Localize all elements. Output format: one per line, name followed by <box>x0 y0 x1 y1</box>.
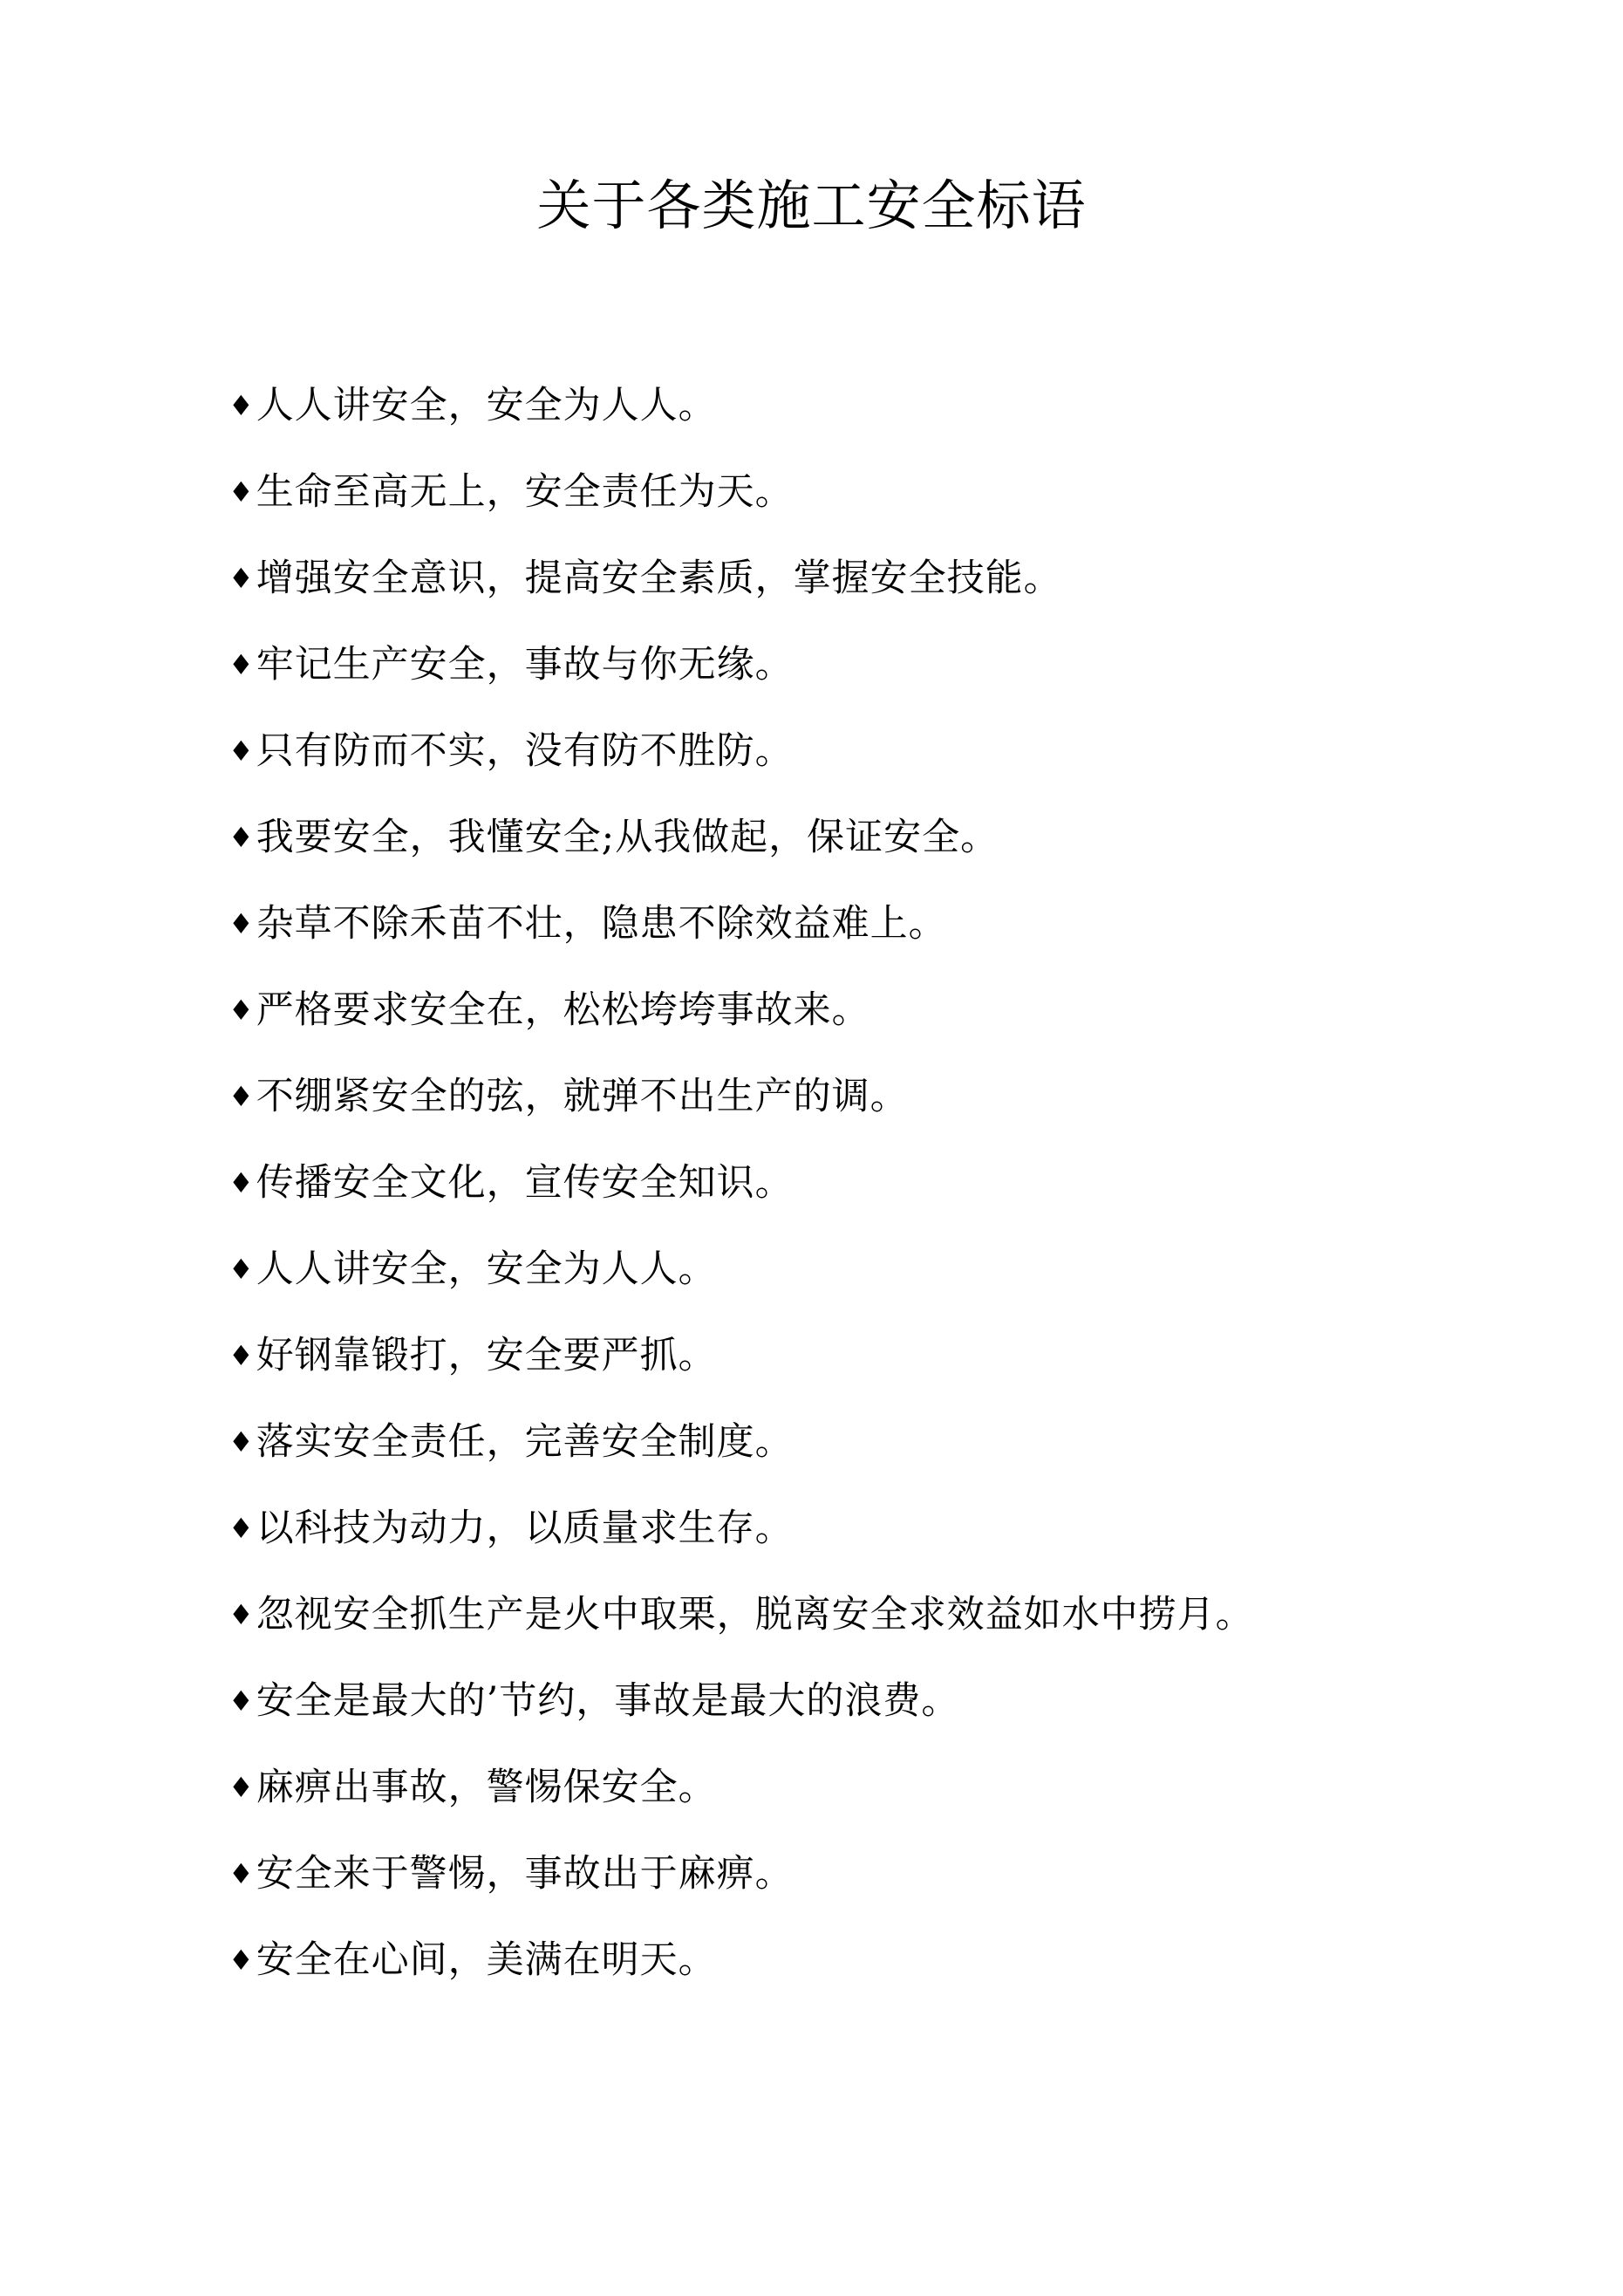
diamond-bullet-icon: ♦ <box>228 562 255 595</box>
slogan-item <box>228 1313 1292 1399</box>
slogan-item <box>228 1140 1292 1227</box>
slogan-text: 忽视安全抓生产是火中取栗，脱离安全求效益如水中捞月。 <box>256 1593 1254 1637</box>
slogan-text: 落实安全责任，完善安全制度。 <box>256 1420 794 1464</box>
diamond-bullet-icon: ♦ <box>228 1857 255 1890</box>
slogan-text: 我要安全，我懂安全;从我做起，保证安全。 <box>256 816 999 859</box>
slogan-text: 好钢靠锻打，安全要严抓。 <box>256 1334 717 1377</box>
slogan-text: 以科技为动力，以质量求生存。 <box>256 1507 794 1550</box>
slogan-item <box>228 1486 1292 1572</box>
slogan-item <box>228 967 1292 1054</box>
slogan-text: 不绷紧安全的弦，就弹不出生产的调。 <box>256 1075 909 1118</box>
diamond-bullet-icon: ♦ <box>228 821 255 854</box>
slogan-list <box>228 363 1292 2004</box>
slogan-text: 生命至高无上，安全责任为天。 <box>256 470 794 514</box>
slogan-text: 杂草不除禾苗不壮，隐患不除效益难上。 <box>256 902 947 946</box>
diamond-bullet-icon: ♦ <box>228 1166 255 1199</box>
slogan-text: 麻痹出事故，警惕保安全。 <box>256 1766 717 1809</box>
diamond-bullet-icon: ♦ <box>228 1944 255 1977</box>
diamond-bullet-icon: ♦ <box>228 1080 255 1113</box>
slogan-text: 人人讲安全，安全为人人。 <box>256 384 717 427</box>
diamond-bullet-icon: ♦ <box>228 475 255 509</box>
diamond-bullet-icon: ♦ <box>228 1425 255 1459</box>
slogan-text: 传播安全文化，宣传安全知识。 <box>256 1161 794 1205</box>
diamond-bullet-icon: ♦ <box>228 1339 255 1372</box>
slogan-item <box>228 1399 1292 1486</box>
diamond-bullet-icon: ♦ <box>228 735 255 768</box>
slogan-item <box>228 1227 1292 1313</box>
slogan-item <box>228 708 1292 795</box>
diamond-bullet-icon: ♦ <box>228 1253 255 1286</box>
slogan-text: 只有防而不实，没有防不胜防。 <box>256 729 794 773</box>
document-title: 关于各类施工安全标语 <box>536 174 1087 237</box>
slogan-text: 安全在心间，美满在明天。 <box>256 1938 717 1982</box>
slogan-item <box>228 1831 1292 1917</box>
slogan-item <box>228 536 1292 622</box>
slogan-text: 严格要求安全在，松松垮垮事故来。 <box>256 988 870 1032</box>
slogan-item <box>228 449 1292 536</box>
slogan-text: 增强安全意识，提高安全素质，掌握安全技能。 <box>256 557 1062 600</box>
slogan-item <box>228 1054 1292 1140</box>
diamond-bullet-icon: ♦ <box>228 389 255 422</box>
diamond-bullet-icon: ♦ <box>228 1771 255 1804</box>
slogan-text: 安全来于警惕，事故出于麻痹。 <box>256 1852 794 1896</box>
diamond-bullet-icon: ♦ <box>228 1684 255 1718</box>
slogan-item <box>228 1658 1292 1745</box>
diamond-bullet-icon: ♦ <box>228 648 255 681</box>
slogan-item <box>228 881 1292 967</box>
slogan-text: 人人讲安全，安全为人人。 <box>256 1247 717 1291</box>
slogan-item <box>228 1572 1292 1658</box>
diamond-bullet-icon: ♦ <box>228 907 255 940</box>
slogan-text: 牢记生产安全，事故与你无缘。 <box>256 643 794 687</box>
diamond-bullet-icon: ♦ <box>228 1598 255 1631</box>
slogan-item <box>228 622 1292 708</box>
slogan-item <box>228 795 1292 881</box>
slogan-text: 安全是最大的’节约，事故是最大的浪费。 <box>256 1679 960 1723</box>
slogan-item <box>228 1745 1292 1831</box>
slogan-item <box>228 363 1292 449</box>
slogan-item <box>228 1917 1292 2004</box>
diamond-bullet-icon: ♦ <box>228 994 255 1027</box>
diamond-bullet-icon: ♦ <box>228 1512 255 1545</box>
